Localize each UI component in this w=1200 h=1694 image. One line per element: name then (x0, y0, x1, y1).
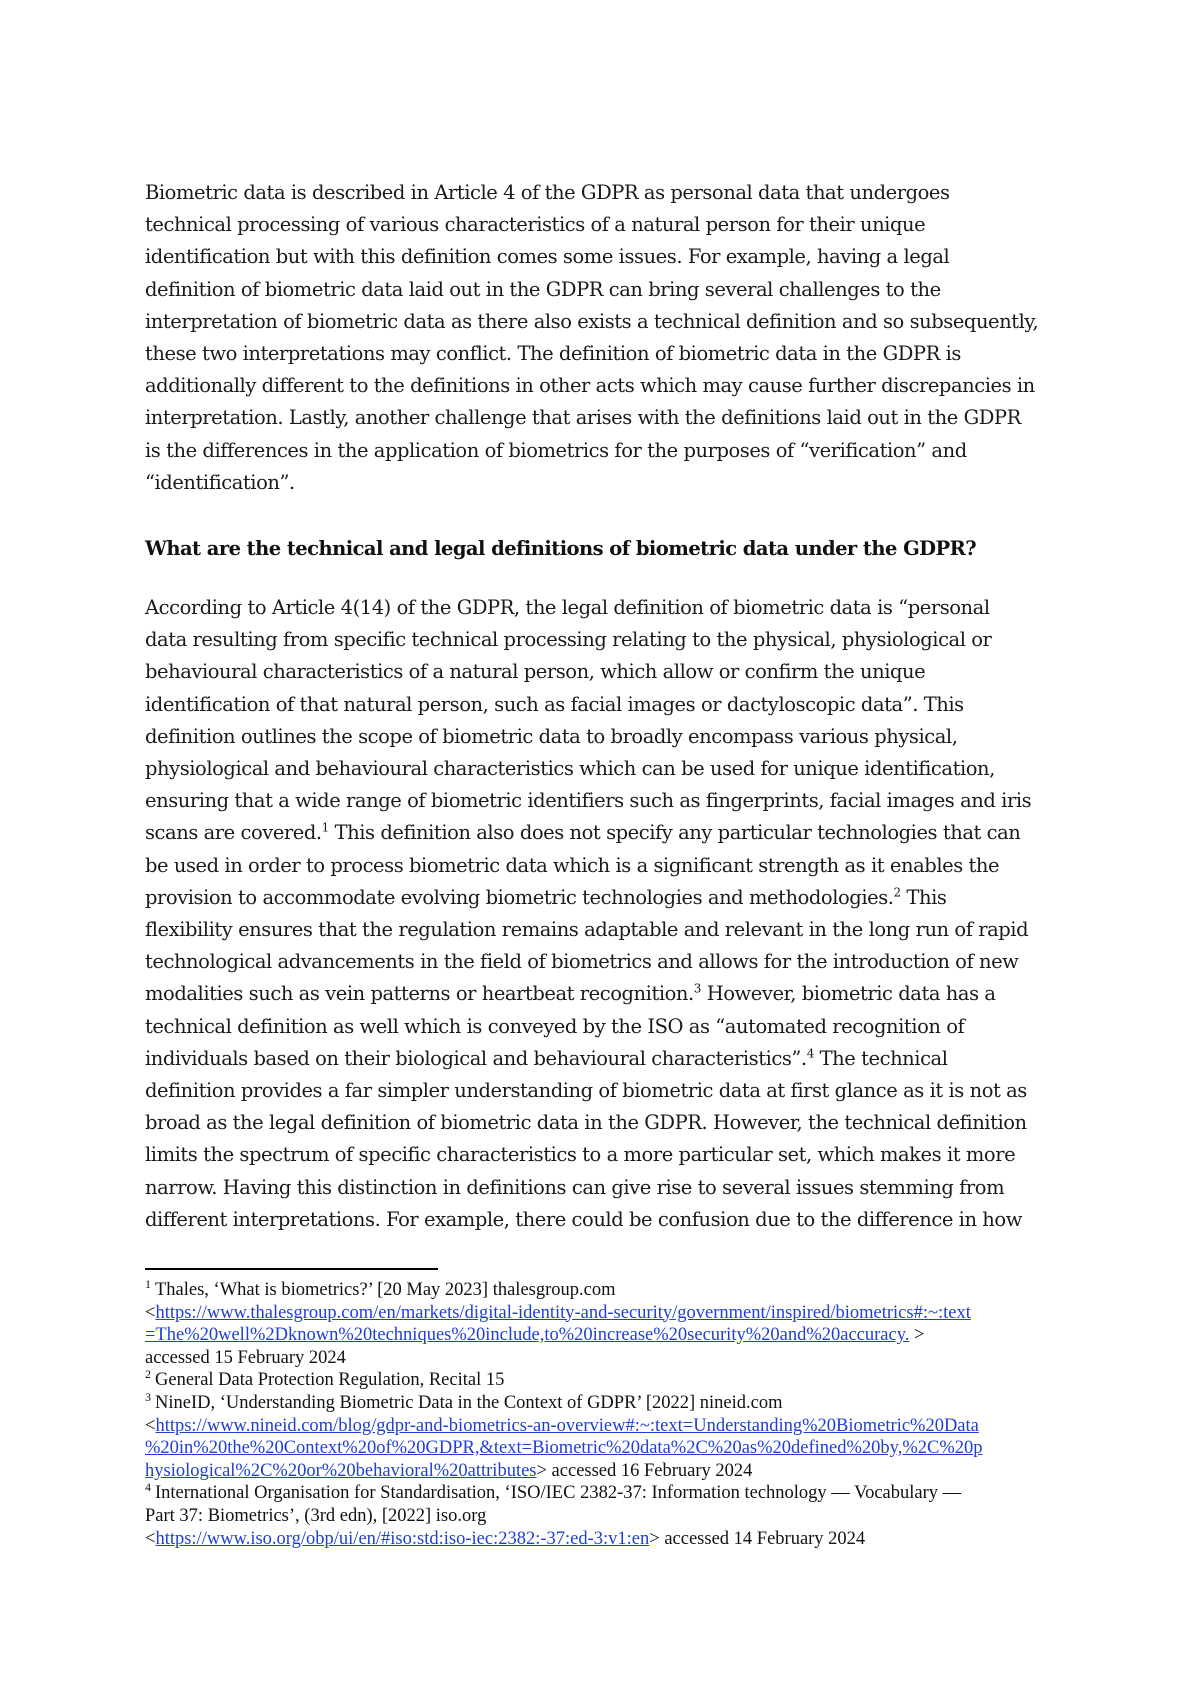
body-line: According to Article 4(14) of the GDPR, the legal definition of biometric data is “personal (145, 596, 990, 619)
body-line (145, 882, 1065, 914)
footnote-1 (145, 1276, 1075, 1369)
footnote-line (145, 1528, 1075, 1551)
footnote-accessed: > accessed 16 February 2024 (536, 1460, 753, 1481)
angle-bracket: < (145, 1528, 156, 1549)
body-line: be used in order to process biometric data which is a significant strength as it enables the (145, 853, 1000, 877)
footnote-number: 3 (145, 1389, 151, 1404)
body-line: identification of that natural person, such as facial images or dactyloscopic data”. This (145, 692, 964, 716)
body-line: physiological and behavioural characteristics which can be used for unique identification, (145, 757, 995, 781)
definitions-paragraph (145, 592, 1065, 1236)
body-text-segment: modalities such as vein patterns or heartbeat recognition. (145, 982, 694, 1006)
angle-bracket: < (145, 1415, 156, 1436)
body-text-segment: This (900, 885, 947, 909)
body-text-segment: scans are covered. (145, 821, 322, 845)
body-line (145, 817, 1065, 849)
footnote-line (145, 1302, 1075, 1325)
body-line: flexibility ensures that the regulation remains adaptable and relevant in the long run of rapid (145, 918, 1029, 942)
footnote-line (145, 1324, 1075, 1347)
angle-bracket: > (909, 1325, 925, 1346)
body-line: behavioural characteristics of a natural person, which allow or confirm the unique (145, 660, 926, 684)
intro-line: additionally different to the definitions in other acts which may cause further discrepancies in (145, 374, 1035, 398)
intro-line: is the differences in the application of biometrics for the purposes of “verification” and (145, 438, 967, 462)
footnote-text: Part 37: Biometrics’, (3rd edn), [2022] iso.org (145, 1505, 487, 1526)
body-line (145, 978, 1065, 1010)
footnote-text: Thales, ‘What is biometrics?’ [20 May 2023] thalesgroup.com (155, 1280, 616, 1300)
footnote-link[interactable]: =The%20well%2Dknown%20techniques%20include,to%20increase%20security%20and%20accuracy. (145, 1325, 910, 1346)
footnote-number: 4 (145, 1480, 151, 1495)
body-line: data resulting from specific technical processing relating to the physical, physiological or (145, 628, 992, 652)
body-line: different interpretations. For example, there could be confusion due to the difference in how (145, 1207, 1022, 1231)
body-line: limits the spectrum of specific characteristics to a more particular set, which makes it more (145, 1143, 1016, 1167)
footnote-text: International Organisation for Standardisation, ‘ISO/IEC 2382-37: Information technology — Vocabulary — (155, 1483, 962, 1504)
footnote-line (145, 1415, 1075, 1438)
footnote-link[interactable]: %20in%20the%20Context%20of%20GDPR,&text=Biometric%20data%2C%20as%20defined%20by,%2C%20p (145, 1438, 983, 1459)
footnote-accessed: > accessed 14 February 2024 (649, 1528, 866, 1549)
footnote-4 (145, 1482, 1075, 1550)
body-line: definition outlines the scope of biometric data to broadly encompass various physical, (145, 724, 958, 748)
footnote-text: General Data Protection Regulation, Recital 15 (155, 1370, 505, 1391)
footnote-link[interactable]: https://www.nineid.com/blog/gdpr-and-biometrics-an-overview#:~:text=Understanding%20Biometric%20Data (155, 1415, 979, 1436)
intro-line: “identification”. (145, 470, 295, 494)
footnote-line (145, 1389, 1075, 1415)
intro-line: identification but with this definition comes some issues. For example, having a legal (145, 245, 950, 269)
body-line: definition provides a far simpler understanding of biometric data at first glance as it is not as (145, 1079, 1027, 1103)
body-line: technological advancements in the field of biometrics and allows for the introduction of new (145, 950, 1019, 974)
body-line: ensuring that a wide range of biometric identifiers such as fingerprints, facial images and iris (145, 789, 1032, 813)
footnotes (145, 1276, 1075, 1550)
body-text-segment: This definition also does not specify any particular technologies that can (328, 821, 1021, 845)
footnote-2 (145, 1369, 1075, 1392)
footnote-line (145, 1460, 1075, 1483)
body-line: broad as the legal definition of biometric data in the GDPR. However, the technical definition (145, 1111, 1027, 1135)
body-line: narrow. Having this distinction in definitions can give rise to several issues stemming from (145, 1175, 1005, 1199)
footnote-ref-1[interactable]: 1 (321, 820, 329, 835)
body-text-segment: The technical (813, 1046, 948, 1070)
body-text-segment: provision to accommodate evolving biometric technologies and methodologies. (145, 885, 894, 909)
footnote-text: NineID, ‘Understanding Biometric Data in the Context of GDPR’ [2022] nineid.com (155, 1392, 783, 1413)
intro-line: Biometric data is described in Article 4 of the GDPR as personal data that undergoes (145, 181, 950, 204)
body-line: technical definition as well which is conveyed by the ISO as “automated recognition of (145, 1014, 965, 1038)
footnote-link[interactable]: https://www.iso.org/obp/ui/en/#iso:std:iso-iec:2382:-37:ed-3:v1:en (155, 1528, 650, 1549)
footnote-line (145, 1276, 1075, 1302)
footnote-3 (145, 1389, 1075, 1482)
footnote-ref-4[interactable]: 4 (806, 1046, 814, 1061)
intro-paragraph (145, 177, 1065, 499)
footnote-ref-2[interactable]: 2 (893, 885, 901, 900)
footnote-link[interactable]: hysiological%2C%20or%20behavioral%20attributes (145, 1460, 537, 1481)
intro-line: interpretation of biometric data as there also exists a technical definition and so subsequently, (145, 309, 1039, 333)
footnote-accessed: accessed 15 February 2024 (145, 1347, 346, 1368)
intro-line: definition of biometric data laid out in the GDPR can bring several challenges to the (145, 277, 941, 301)
footnote-number: 2 (145, 1367, 151, 1382)
body-text-segment: However, biometric data has a (700, 982, 996, 1006)
body-text-segment: individuals based on their biological and behavioural characteristics”. (145, 1046, 807, 1070)
footnote-line (145, 1369, 1075, 1392)
intro-line: interpretation. Lastly, another challenge that arises with the definitions laid out in the GDPR (145, 406, 1021, 430)
footnote-separator (145, 1268, 438, 1270)
footnote-line (145, 1437, 1075, 1460)
intro-line: technical processing of various characteristics of a natural person for their unique (145, 213, 926, 237)
footnote-number: 1 (145, 1276, 151, 1291)
footnote-ref-3[interactable]: 3 (693, 981, 701, 996)
footnote-link[interactable]: https://www.thalesgroup.com/en/markets/digital-identity-and-security/government/inspired/biometrics#:~:text (155, 1302, 971, 1323)
footnote-line (145, 1482, 1075, 1505)
section-heading: What are the technical and legal definitions of biometric data under the GDPR? (145, 537, 977, 560)
body-line (145, 1043, 1065, 1075)
angle-bracket: < (145, 1302, 156, 1323)
intro-line: these two interpretations may conflict. The definition of biometric data in the GDPR is (145, 342, 961, 366)
